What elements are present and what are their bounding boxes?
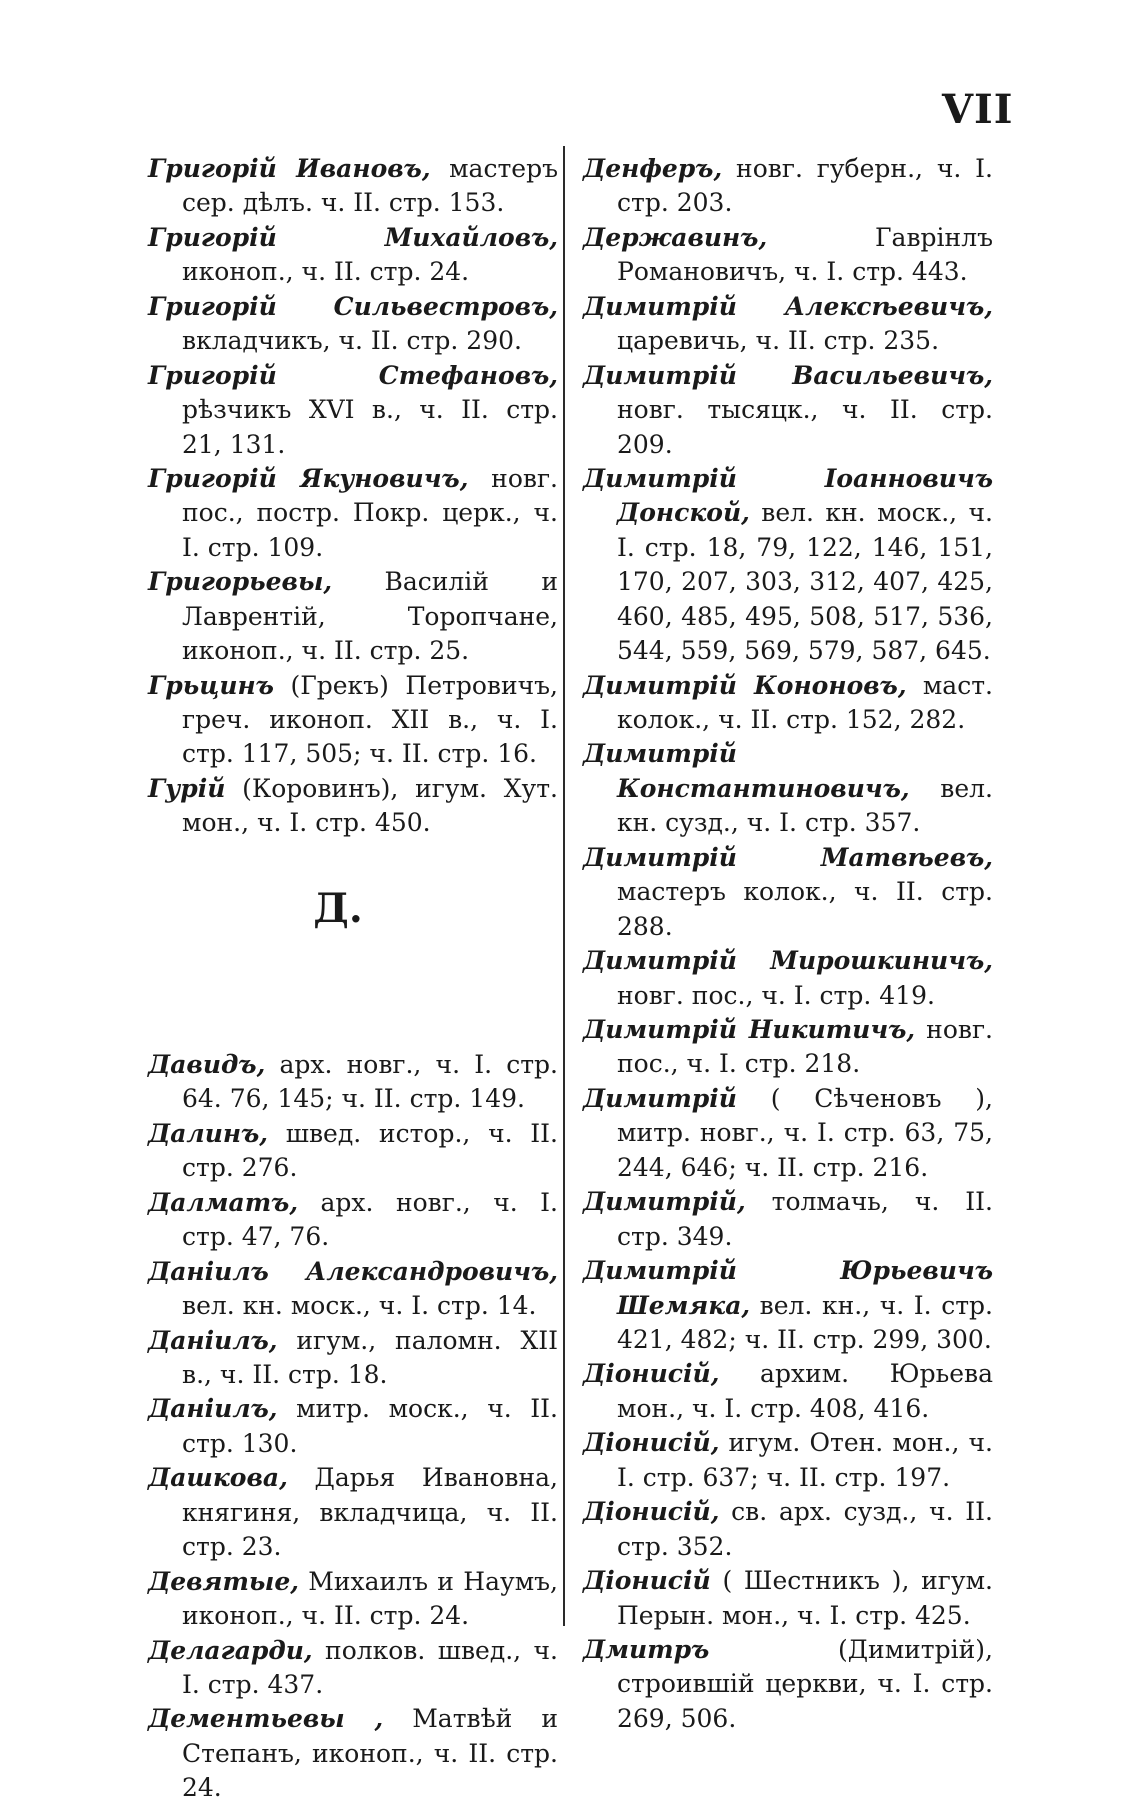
- entry-name: Димитрій Васильевичъ,: [583, 360, 993, 390]
- index-entry: [148, 1186, 558, 1255]
- entry-references: маст. колок., ч. II. стр. 152, 282.: [617, 670, 993, 734]
- entry-references: арх. новг., ч. I. стр. 64. 76, 145; ч. II. стр. 149.: [182, 1049, 558, 1114]
- index-entry: [583, 1495, 993, 1564]
- entry-name: Димитрій Юрьевичъ Шемяка,: [583, 1256, 993, 1320]
- right-entries: [583, 152, 993, 1736]
- entry-name: Димитрій Кононовъ,: [583, 670, 907, 700]
- page-number: VII: [942, 86, 1014, 133]
- index-entry: [583, 359, 993, 462]
- index-entry: [148, 359, 558, 462]
- entries-before-section: [148, 152, 558, 841]
- entry-references: (Коровинъ), игум. Хут. мон., ч. I. стр. 450.: [182, 773, 558, 838]
- entry-name: Димитрій Матвѣевъ,: [583, 842, 993, 872]
- entry-references: новг. губерн., ч. I. стр. 203.: [617, 154, 993, 218]
- index-entry: [148, 1048, 558, 1117]
- index-entry: [148, 152, 558, 221]
- entry-references: ( Сѣченовъ ), митр. новг., ч. I. стр. 63, 75, 244, 646; ч. II. стр. 216.: [617, 1083, 993, 1182]
- entry-name: Григорій Стефановъ,: [148, 360, 558, 390]
- entry-references: игум. Отен. мон., ч. I. стр. 637; ч. II. стр. 197.: [617, 1428, 993, 1492]
- index-entry: [148, 1255, 558, 1324]
- entry-references: мастеръ сер. дѣлъ. ч. II. стр. 153.: [182, 154, 558, 218]
- index-entry: [583, 944, 993, 1013]
- entry-references: митр. моск., ч. II. стр. 130.: [182, 1394, 558, 1458]
- entry-name: Державинъ,: [583, 222, 768, 252]
- entry-references: вкладчикъ, ч. II. стр. 290.: [182, 326, 522, 356]
- index-entry: [148, 1461, 558, 1564]
- entry-references: вел. кн. сузд., ч. I. стр. 357.: [617, 773, 993, 838]
- index-entry: [148, 772, 558, 841]
- index-entry: [148, 462, 558, 565]
- index-entry: [583, 737, 993, 840]
- entry-references: царевичь, ч. II. стр. 235.: [617, 326, 940, 356]
- entry-name: Діонисій: [583, 1566, 711, 1596]
- entry-name: Діонисій,: [583, 1359, 720, 1389]
- entry-name: Девятые,: [148, 1566, 299, 1596]
- index-entry: [583, 462, 993, 668]
- entry-references: Михаилъ и Наумъ, иконоп., ч. II. стр. 24.: [182, 1566, 558, 1631]
- entry-name: Далматъ,: [148, 1187, 299, 1217]
- index-entry: [583, 1357, 993, 1426]
- entry-name: Дементьевы ,: [148, 1704, 384, 1734]
- index-entry: [583, 1185, 993, 1254]
- right-column: [583, 152, 993, 1736]
- entry-references: вел. кн. моск., ч. I. стр. 18, 79, 122, 146, 151, 170, 207, 303, 312, 407, 425, 460, 485, 495, 508, 517, 536, 544, 559, 569, 579, 587, 645.: [617, 498, 993, 666]
- entry-name: Даніилъ,: [148, 1325, 278, 1355]
- index-entry: [583, 152, 993, 221]
- entry-name: Даніилъ,: [148, 1394, 278, 1424]
- entry-name: Димитрій,: [583, 1187, 746, 1217]
- column-divider: [563, 146, 565, 1626]
- entry-name: Григорій Михайловъ,: [148, 222, 558, 252]
- index-entry: [583, 1564, 993, 1633]
- entry-references: (Димитрій), строившій церкви, ч. I. стр. 269, 506.: [617, 1635, 993, 1733]
- entry-name: Денферъ,: [583, 154, 723, 183]
- index-entry: [583, 221, 993, 290]
- entry-references: игум., паломн. XII в., ч. II. стр. 18.: [182, 1325, 558, 1389]
- entry-references: архим. Юрьева мон., ч. I. стр. 408, 416.: [617, 1359, 993, 1423]
- index-entry: [148, 669, 558, 772]
- entry-name: Дмитръ: [583, 1635, 710, 1665]
- entry-name: Гурій: [148, 773, 226, 803]
- index-entry: [148, 565, 558, 668]
- left-column: [148, 152, 558, 1806]
- entry-references: новг. тысяцк., ч. II. стр. 209.: [617, 395, 993, 459]
- entry-references: новг. пос., постр. Покр. церк., ч. I. стр. 109.: [182, 464, 558, 562]
- index-entry: [583, 841, 993, 944]
- index-entry: [148, 290, 558, 359]
- index-entry: [583, 1426, 993, 1495]
- entry-name: Димитрій Константиновичъ,: [583, 739, 910, 803]
- index-entry: [148, 1702, 558, 1805]
- entry-references: полков. швед., ч. I. стр. 437.: [182, 1635, 558, 1699]
- section-letter: Д.: [313, 884, 363, 932]
- entry-name: Даніилъ Александровичъ,: [148, 1256, 558, 1286]
- entry-references: (Грекъ) Петровичъ, греч. иконоп. XII в., ч. I. стр. 117, 505; ч. II. стр. 16.: [182, 670, 558, 769]
- entry-references: Гаврінлъ Романовичъ, ч. I. стр. 443.: [617, 222, 993, 287]
- entry-name: Григорій Сильвестровъ,: [148, 291, 558, 321]
- index-entry: [583, 1633, 993, 1736]
- entry-references: толмачь, ч. II. стр. 349.: [617, 1187, 993, 1251]
- entry-name: Діонисій,: [583, 1428, 720, 1458]
- entry-references: Дарья Ивановна, княгиня, вкладчица, ч. II. стр. 23.: [182, 1463, 558, 1562]
- entry-name: Грьцинъ: [148, 670, 274, 700]
- entry-name: Григорій Якуновичъ,: [148, 464, 469, 494]
- entry-references: ( Шестникъ ), игум. Перын. мон., ч. I. стр. 425.: [617, 1566, 993, 1630]
- index-entry: [583, 1254, 993, 1357]
- entry-name: Димитрій Мирошкиничъ,: [583, 946, 993, 976]
- entry-references: вел. кн., ч. I. стр. 421, 482; ч. II. стр. 299, 300.: [617, 1290, 993, 1354]
- index-entry: [148, 1392, 558, 1461]
- entry-references: Василій и Лаврентій, Торопчане, иконоп., ч. II. стр. 25.: [182, 567, 558, 666]
- entry-name: Григорьевы,: [148, 567, 333, 597]
- entry-references: рѣзчикъ XVI в., ч. II. стр. 21, 131.: [182, 395, 558, 459]
- index-entry: [583, 669, 993, 738]
- entry-name: Григорій Ивановъ,: [148, 154, 431, 183]
- entry-references: арх. новг., ч. I. стр. 47, 76.: [182, 1187, 558, 1252]
- entry-name: Димитрій Алексѣевичъ,: [583, 291, 993, 321]
- entry-name: Діонисій,: [583, 1497, 720, 1527]
- index-entry: [148, 221, 558, 290]
- entry-name: Дашкова,: [148, 1463, 288, 1493]
- entry-name: Далинъ,: [148, 1118, 269, 1148]
- index-entry: [148, 1117, 558, 1186]
- entry-references: иконоп., ч. II. стр. 24.: [182, 257, 470, 287]
- entry-references: швед. истор., ч. II. стр. 276.: [182, 1118, 558, 1183]
- index-entry: [583, 1082, 993, 1185]
- entry-references: мастеръ колок., ч. II. стр. 288.: [617, 877, 993, 941]
- index-entry: [148, 1565, 558, 1634]
- index-entry: [148, 1634, 558, 1703]
- entry-references: новг. пос., ч. I. стр. 218.: [617, 1015, 993, 1079]
- entry-name: Димитрій Никитичъ,: [583, 1015, 916, 1044]
- entry-references: вел. кн. моск., ч. I. стр. 14.: [182, 1291, 537, 1320]
- index-entry: [583, 290, 993, 359]
- entry-name: Димитрій Іоанновичъ Донской,: [583, 464, 993, 528]
- entry-references: Матвѣй и Степанъ, иконоп., ч. II. стр. 24.: [182, 1704, 558, 1803]
- entry-name: Давидъ,: [148, 1049, 266, 1079]
- entry-references: св. арх. сузд., ч. II. стр. 352.: [617, 1497, 993, 1561]
- entries-after-section: [148, 1048, 558, 1806]
- entry-name: Димитрій: [583, 1083, 737, 1113]
- index-entry: [583, 1013, 993, 1082]
- index-entry: [148, 1324, 558, 1393]
- entry-references: новг. пос., ч. I. стр. 419.: [617, 980, 935, 1010]
- entry-name: Делагарди,: [148, 1635, 313, 1665]
